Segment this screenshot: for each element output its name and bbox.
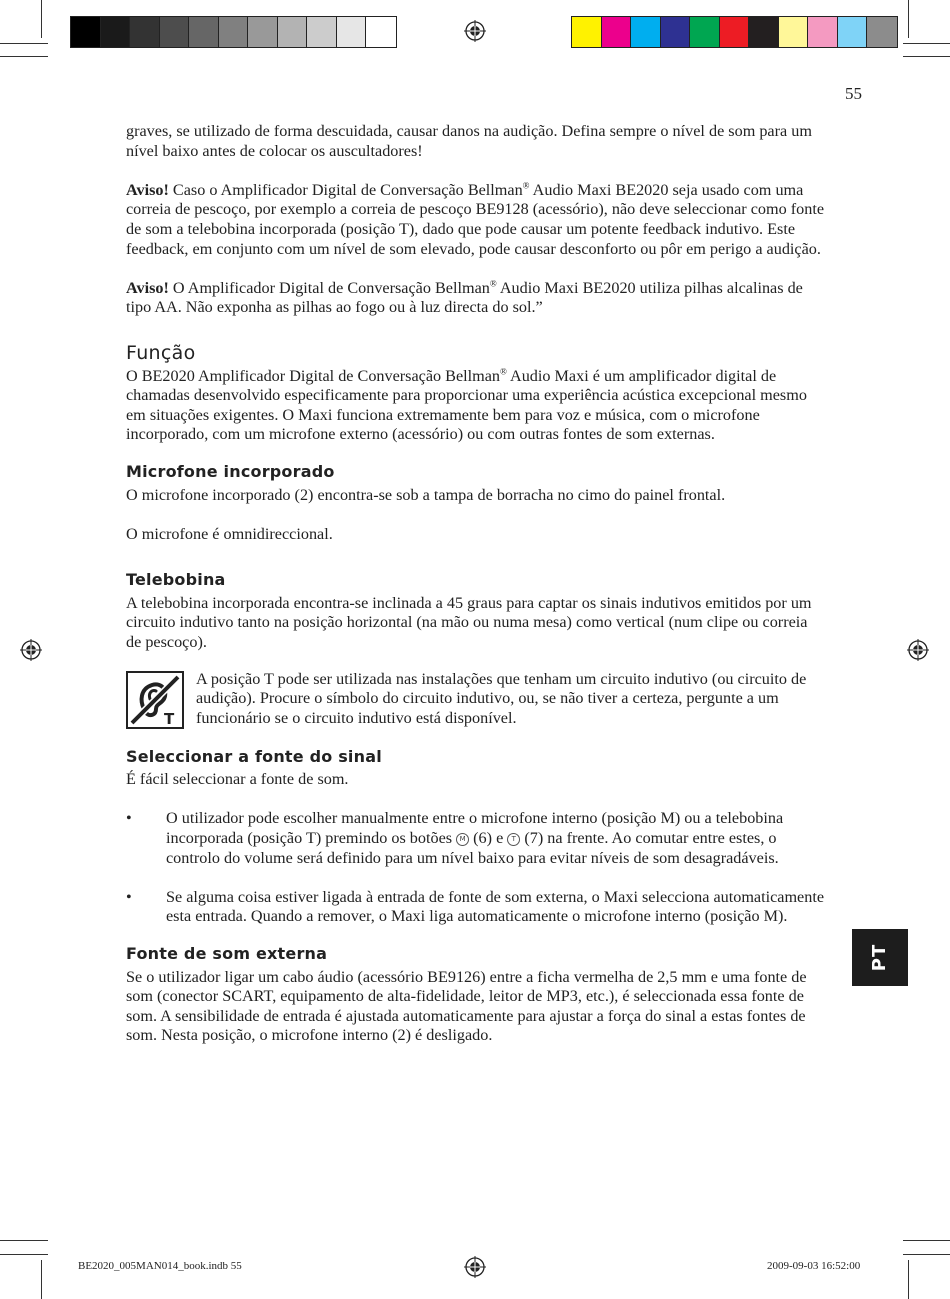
- m-button-icon: M: [456, 833, 469, 846]
- color-swatch: [720, 17, 750, 47]
- hearing-loop-note: [126, 670, 826, 729]
- color-swatch: [838, 17, 868, 47]
- crop-mark: [903, 1254, 950, 1255]
- registration-mark-icon: [20, 639, 42, 661]
- gray-swatch: [189, 17, 219, 47]
- hearing-loop-note-text: A posição T pode ser utilizada nas instalações que tenham um circuito indutivo (ou circuito de audição). Procure o símbolo do circuito indutivo, ou, se não tiver a certeza, pergunte a um funcionário se o circuito indutivo está disponível.: [196, 669, 807, 727]
- color-swatch: [631, 17, 661, 47]
- warning-paragraph: Aviso! O Amplificador Digital de Conversação Bellman® Audio Maxi BE2020 utiliza pilhas alcalinas de tipo AA. Não exponha as pilhas ao fogo ou à luz directa do sol.”: [126, 278, 803, 317]
- crop-mark: [0, 1240, 48, 1241]
- grayscale-color-bar: [70, 16, 397, 48]
- subsection-title-seleccionar: Seleccionar a fonte do sinal: [126, 746, 382, 766]
- page-body: [126, 122, 826, 1046]
- crop-mark: [908, 0, 909, 38]
- registration-mark-icon: [464, 1256, 486, 1278]
- crop-mark: [903, 56, 950, 57]
- microfone-paragraph: O microfone é omnidireccional.: [126, 524, 333, 543]
- gray-swatch: [101, 17, 131, 47]
- language-tab-label: PT: [869, 943, 891, 972]
- page-number: 55: [845, 84, 862, 103]
- process-color-bar: [571, 16, 898, 48]
- warning-label: Aviso!: [126, 180, 169, 199]
- gray-swatch: [130, 17, 160, 47]
- registered-mark: ®: [522, 180, 530, 191]
- footer-file-info: BE2020_005MAN014_book.indb 55: [78, 1260, 242, 1272]
- color-swatch: [779, 17, 809, 47]
- intro-paragraph: graves, se utilizado de forma descuidada, causar danos na audição. Defina sempre o nível de som para um nível baixo antes de colocar os auscultadores!: [126, 122, 812, 160]
- crop-mark: [41, 0, 42, 38]
- gray-swatch: [337, 17, 367, 47]
- color-swatch: [572, 17, 602, 47]
- subsection-title-microfone: Microfone incorporado: [126, 461, 335, 481]
- crop-mark: [903, 43, 950, 44]
- crop-mark: [908, 1260, 909, 1299]
- microfone-paragraph: O microfone incorporado (2) encontra-se sob a tampa de borracha no cimo do painel frontal.: [126, 485, 726, 504]
- subsection-title-telebobina: Telebobina: [126, 570, 226, 590]
- bullet-marker: •: [126, 887, 132, 906]
- fonte-externa-paragraph: Se o utilizador ligar um cabo áudio (acessório BE9126) entre a ficha vermelha de 2,5 mm e uma fonte de som (conector SCART, equipamento de alta-fidelidade, leitor de MP3, etc.), é seleccionada essa fonte de som. A sensibilidade de entrada é ajustada automaticamente para ajustar a força do sinal a estas fontes de som. Nesta posição, o microfone interno (2) é desligado.: [126, 967, 807, 1045]
- registration-mark-icon: [907, 639, 929, 661]
- funcao-paragraph: O BE2020 Amplificador Digital de Conversação Bellman® Audio Maxi é um amplificador digital de chamadas desenvolvido especificamente para proporcionar uma experiência acústica excepcional mesmo em situações exigentes. O Maxi funciona extremamente bem para voz e música, com o microfone incorporado, com um microfone externo (acessório) ou com outras fontes de som externas.: [126, 366, 807, 444]
- list-item: • O utilizador pode escolher manualmente entre o microfone interno (posição M) ou a telebobina incorporada (posição T) premindo os botões M (6) e T (7) na frente. Ao comutar entre estes, o controlo do volume será definido para um nível baixo para evitar níveis de som desagradáveis.: [126, 809, 784, 867]
- gray-swatch: [71, 17, 101, 47]
- gray-swatch: [307, 17, 337, 47]
- bullet-marker: •: [126, 809, 132, 828]
- warning-label: Aviso!: [126, 278, 169, 297]
- gray-swatch: [219, 17, 249, 47]
- color-swatch: [661, 17, 691, 47]
- crop-mark: [41, 1260, 42, 1299]
- seleccionar-paragraph: É fácil seleccionar a fonte de som.: [126, 770, 349, 789]
- section-title-funcao: Função: [126, 341, 196, 364]
- list-item: • Se alguma coisa estiver ligada à entrada de fonte de som externa, o Maxi selecciona automaticamente esta entrada. Quando a remover, o Maxi liga automaticamente o microfone interno (posição M).: [126, 887, 825, 926]
- warning-paragraph: Aviso! Caso o Amplificador Digital de Conversação Bellman® Audio Maxi BE2020 seja usado com uma correia de pescoço, por exemplo a correia de pescoço BE9128 (acessório), não deve seleccionar como fonte de som a telebobina incorporada (posição T), dado que pode causar um potente feedback indutivo. Este feedback, em conjunto com um nível de som elevado, pode causar desconforto ou pôr em perigo a audição.: [126, 180, 824, 258]
- color-swatch: [808, 17, 838, 47]
- subsection-title-fonte-externa: Fonte de som externa: [126, 944, 328, 963]
- color-swatch: [749, 17, 779, 47]
- hearing-loop-letter: T: [164, 709, 175, 728]
- hearing-loop-icon: [126, 671, 184, 729]
- t-button-icon: T: [507, 833, 520, 846]
- crop-mark: [903, 1240, 950, 1241]
- gray-swatch: [278, 17, 308, 47]
- registered-mark: ®: [500, 366, 507, 377]
- crop-mark: [0, 43, 48, 44]
- crop-mark: [0, 1254, 48, 1255]
- crop-mark: [0, 56, 48, 57]
- telebobina-paragraph: A telebobina incorporada encontra-se inclinada a 45 graus para captar os sinais indutivos emitidos por um circuito indutivo tanto na posição horizontal (na mão ou numa mesa) como vertical (num clipe ou correia de pescoço).: [126, 593, 812, 652]
- color-swatch: [690, 17, 720, 47]
- gray-swatch: [160, 17, 190, 47]
- color-swatch: [867, 17, 897, 47]
- gray-swatch: [366, 17, 396, 47]
- language-tab: [852, 929, 908, 986]
- gray-swatch: [248, 17, 278, 47]
- footer-timestamp: 2009-09-03 16:52:00: [767, 1260, 861, 1272]
- registration-mark-icon: [464, 20, 486, 42]
- registered-mark: ®: [489, 278, 497, 289]
- color-swatch: [602, 17, 632, 47]
